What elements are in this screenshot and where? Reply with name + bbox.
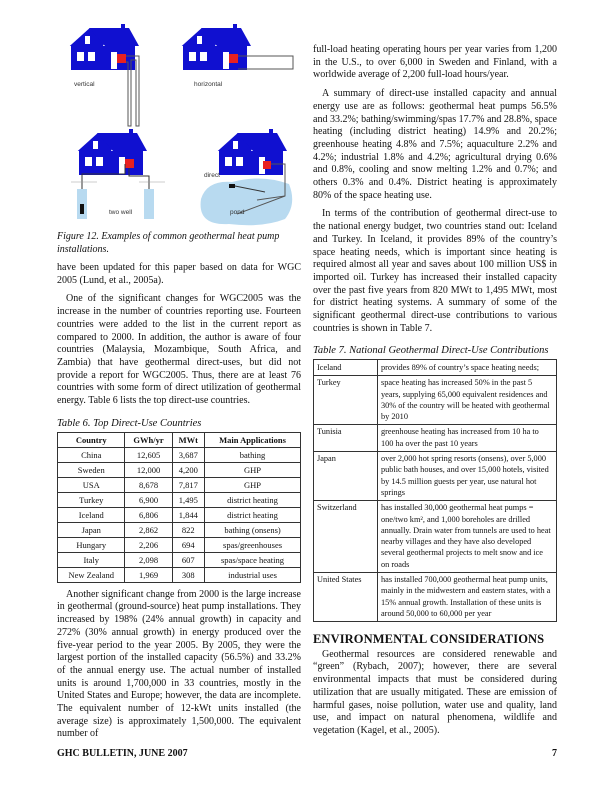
page-footer <box>57 748 557 759</box>
cell-application: GHP <box>205 477 301 492</box>
paragraph: In terms of the contribution of geothermal direct-use to the national energy budget, two countries stand out: Iceland and Turkey. In Iceland, it provides 89% of the country’s space heating needs, which is important since heating is required almost all year and saves about 100 million US$ in imported oil. Turkey has increased their installed capacity over the past five years from 820 MWt to 1,495 MWt, most for district heating systems. A summary of some of the significant geothermal direct-use contributions to various countries is shown in Table 7. <box>313 208 557 334</box>
publication-name: GHC BULLETIN, JUNE 2007 <box>57 748 188 759</box>
label-horizontal: horizontal <box>194 81 223 88</box>
cell-mwt: 3,687 <box>172 447 205 462</box>
figure-12-heat-pump-diagrams <box>57 14 301 228</box>
table-row <box>314 451 557 500</box>
cell-gwh: 12,000 <box>125 462 172 477</box>
table-row <box>58 462 301 477</box>
cell-gwh: 12,605 <box>125 447 172 462</box>
table-row <box>58 507 301 522</box>
cell-gwh: 6,806 <box>125 507 172 522</box>
table-row <box>58 537 301 552</box>
cell-mwt: 694 <box>172 537 205 552</box>
cell-application: district heating <box>205 507 301 522</box>
page-number: 7 <box>552 748 557 759</box>
table-row <box>58 552 301 567</box>
cell-mwt: 4,200 <box>172 462 205 477</box>
cell-gwh: 2,862 <box>125 522 172 537</box>
cell-country: Japan <box>314 451 378 500</box>
cell-application: district heating <box>205 492 301 507</box>
cell-gwh: 1,969 <box>125 567 172 582</box>
cell-application: industrial uses <box>205 567 301 582</box>
table-row <box>314 360 557 375</box>
cell-country: Japan <box>58 522 125 537</box>
cell-application: bathing <box>205 447 301 462</box>
cell-country: Iceland <box>58 507 125 522</box>
cell-country: Turkey <box>314 375 378 424</box>
cell-country: Italy <box>58 552 125 567</box>
cell-country: United States <box>314 572 378 621</box>
cell-gwh: 8,678 <box>125 477 172 492</box>
section-heading: ENVIRONMENTAL CONSIDERATIONS <box>313 631 545 646</box>
cell-mwt: 1,495 <box>172 492 205 507</box>
cell-country: USA <box>58 477 125 492</box>
cell-gwh: 2,098 <box>125 552 172 567</box>
table-7-national-contributions <box>313 359 557 621</box>
cell-country: Switzerland <box>314 500 378 572</box>
cell-application: spas/greenhouses <box>205 537 301 552</box>
cell-country: Iceland <box>314 360 378 375</box>
cell-mwt: 308 <box>172 567 205 582</box>
cell-mwt: 1,844 <box>172 507 205 522</box>
table-row <box>58 522 301 537</box>
column-header: GWh/yr <box>125 432 172 447</box>
table-row <box>314 500 557 572</box>
cell-gwh: 2,206 <box>125 537 172 552</box>
cell-mwt: 7,817 <box>172 477 205 492</box>
label-two-well: two well <box>109 209 133 216</box>
cell-mwt: 607 <box>172 552 205 567</box>
table-row <box>58 477 301 492</box>
cell-description: provides 89% of country’s space heating needs; <box>378 360 557 375</box>
cell-mwt: 822 <box>172 522 205 537</box>
table-6-title: Table 6. Top Direct-Use Countries <box>57 417 202 429</box>
paragraph: have been updated for this paper based on data for WGC 2005 (Lund, et al., 2005a). <box>57 262 301 286</box>
cell-description: has installed 30,000 geothermal heat pumps = one/two km², and 1,000 boreholes are drilled annually. Drain water from tunnels are used to heat nearby villages and they have also developed several geothermal projects to melt snow and ice on roads <box>378 500 557 572</box>
table-row <box>58 567 301 582</box>
table-row <box>58 447 301 462</box>
column-header: MWt <box>172 432 205 447</box>
cell-country: Sweden <box>58 462 125 477</box>
paragraph: One of the significant changes for WGC2005 was the increase in the number of countries reporting use. Fourteen countries were added to the list in the current report as compared to 2000. In addition, the author is aware of four countries (Malaysia, Mozambique, South Africa, and Zambia) that have geothermal direct-uses, but did not provide a report for WGC2005. Thus, there are at least 76 countries with some form of direct utilization of geothermal energy. Table 6 lists the top direct-use countries. <box>57 293 301 407</box>
table-row <box>58 492 301 507</box>
cell-description: greenhouse heating has increased from 10 ha to 100 ha over the past 10 years <box>378 424 557 451</box>
paragraph: Geothermal resources are considered renewable and “green” (Rybach, 2007); however, there are several environmental impacts that must be considered during utilization that are usually mitigated. These are emission of harmful gases, noise pollution, water use and quality, land use, and impact on natural phenomena, wildlife and vegetation (Kagel, et al., 2005). <box>313 648 557 736</box>
cell-country: Hungary <box>58 537 125 552</box>
cell-country: China <box>58 447 125 462</box>
column-header: Country <box>58 432 125 447</box>
column-header: Main Applications <box>205 432 301 447</box>
cell-application: spas/space heating <box>205 552 301 567</box>
cell-gwh: 6,900 <box>125 492 172 507</box>
label-vertical: vertical <box>74 81 95 88</box>
cell-country: New Zealand <box>58 567 125 582</box>
table-row <box>314 572 557 621</box>
right-column <box>313 14 557 738</box>
label-pond: pond <box>230 209 245 216</box>
left-column <box>57 14 301 741</box>
table-7-title: Table 7. National Geothermal Direct-Use Contributions <box>313 345 549 357</box>
paragraph: full-load heating operating hours per year varies from 1,200 in the U.S., to over 6,000 in Sweden and Finland, with a worldwide average of 2,200 full-load hours/year. <box>313 44 557 81</box>
table-6-top-direct-use-countries <box>57 432 301 583</box>
table-row <box>314 424 557 451</box>
cell-country: Turkey <box>58 492 125 507</box>
heat-pump-illustration <box>57 14 301 228</box>
cell-application: bathing (onsens) <box>205 522 301 537</box>
cell-description: has installed 700,000 geothermal heat pump units, mainly in the midwestern and eastern states, with a 15% annual growth. Installation of these units is around 50,000 to 60,000 per year <box>378 572 557 621</box>
cell-description: space heating has increased 50% in the past 5 years, supplying 65,000 equivalent residences and 30% of the country will be heated with geothermal by 2010 <box>378 375 557 424</box>
cell-application: GHP <box>205 462 301 477</box>
paragraph: Another significant change from 2000 is the large increase in geothermal (ground-source) heat pump installations. They increased by 198% (24% annual growth) in capacity and 272% (30% annual growth) in energy produced over the five-year period to the year 2005. By 2005, they were the largest portion of the installed capacity (56.5%) and 33.2% of the annual energy use. The actual number of installed units is around 1,700,000 in 33 countries, mostly in the United States and Europe; however, the data are incomplete. The equivalent number of 12-kWt units installed (the average size) is approximately 1,500,000. The equivalent number of <box>57 588 301 740</box>
figure-caption: Figure 12. Examples of common geothermal heat pump installations. <box>57 231 280 255</box>
table-row <box>314 375 557 424</box>
cell-country: Tunisia <box>314 424 378 451</box>
paragraph: A summary of direct-use installed capacity and annual energy use are as follows: geothermal heat pumps 56.5% and 33.2%; bathing/swimming/spas 17.7% and 28.8%, space heating (including district heating) 14.9% and 20.2%; greenhouse heating 4.8% and 7.5%; aquaculture 2.2% and 4.2%; industrial 1.8% and 4.2%; agricultural drying 0.6% and 0.8%, cooling and snow melting 1.2% and 0.7%; and others 0.3% and 0.4%. District heating is approximately 80% of the space heating use. <box>313 88 557 201</box>
label-direct: direct <box>204 172 220 179</box>
cell-description: over 2,000 hot spring resorts (onsens), over 5,000 public bath houses, and over 15,000 hotels, visited by 14.5 million guests per year, use natural hot springs <box>378 451 557 500</box>
